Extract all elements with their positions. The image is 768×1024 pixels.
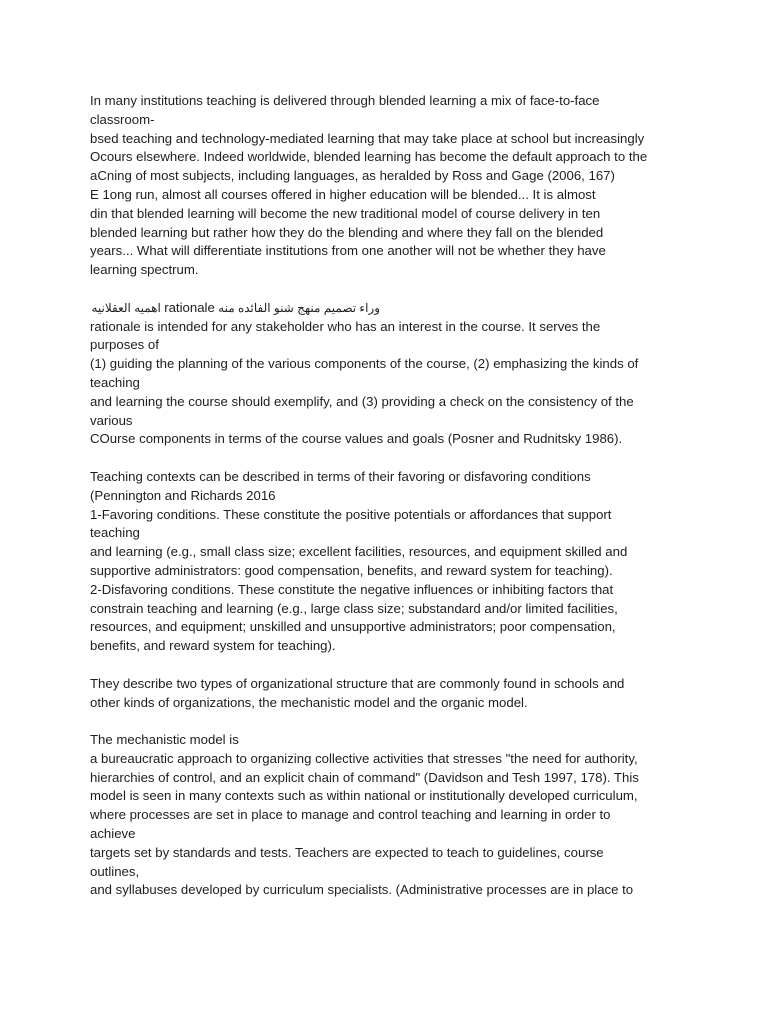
text-line: a bureaucratic approach to organizing collective activities that stresses "the need for authority, <box>90 750 638 766</box>
text-line: various <box>90 412 133 428</box>
text-line: other kinds of organizations, the mechanistic model and the organic model. <box>90 694 528 710</box>
text-line: Ocours elsewhere. Indeed worldwide, blended learning has become the default approach to the <box>90 149 648 165</box>
paragraph-spacer <box>90 449 690 468</box>
text-line: model is seen in many contexts such as within national or institutionally developed curriculum, <box>90 788 638 804</box>
paragraph-mechanistic-model <box>90 731 690 900</box>
text-line: (Pennington and Richards 2016 <box>90 487 276 503</box>
text-line: supportive administrators: good compensation, benefits, and reward system for teaching). <box>90 562 613 578</box>
text-line: hierarchies of control, and an explicit chain of command" (Davidson and Tesh 1997, 178). This <box>90 769 639 785</box>
text-line: years... What will differentiate institutions from one another will not be whether they have <box>90 243 606 259</box>
text-line: and learning (e.g., small class size; excellent facilities, resources, and equipment skilled and <box>90 544 628 560</box>
paragraph-blended-learning <box>90 92 690 280</box>
rationale-heading <box>90 299 380 318</box>
text-line: classroom- <box>90 111 155 127</box>
paragraph-spacer <box>90 280 690 299</box>
paragraph-spacer <box>90 656 690 675</box>
text-line: resources, and equipment; unskilled and unsupportive administrators; poor compensation, <box>90 619 616 635</box>
text-line: rationale is intended for any stakeholder who has an interest in the course. It serves the <box>90 318 601 334</box>
text-line: targets set by standards and tests. Teachers are expected to teach to guidelines, course <box>90 844 604 860</box>
text-line: benefits, and reward system for teaching). <box>90 638 336 654</box>
text-line: COurse components in terms of the course values and goals (Posner and Rudnitsky 1986). <box>90 431 623 447</box>
text-line: teaching <box>90 374 140 390</box>
text-line: achieve <box>90 826 136 842</box>
text-line: They describe two types of organizational structure that are commonly found in schools and <box>90 675 625 691</box>
document-page <box>90 92 690 900</box>
text-line: aCning of most subjects, including languages, as heralded by Ross and Gage (2006, 167) <box>90 168 615 184</box>
text-line: learning spectrum. <box>90 262 199 278</box>
text-line: 1-Favoring conditions. These constitute the positive potentials or affordances that support <box>90 506 612 522</box>
text-line: and learning the course should exemplify, and (3) providing a check on the consistency of the <box>90 393 634 409</box>
paragraph-teaching-contexts <box>90 468 690 656</box>
text-line: E 1ong run, almost all courses offered in higher education will be blended... It is almost <box>90 186 596 202</box>
text-line: purposes of <box>90 337 159 353</box>
text-line: In many institutions teaching is delivered through blended learning a mix of face-to-face <box>90 93 600 108</box>
text-line: The mechanistic model is <box>90 732 239 748</box>
text-line: 2-Disfavoring conditions. These constitute the negative influences or inhibiting factors that <box>90 581 614 597</box>
text-line: outlines, <box>90 863 140 879</box>
paragraph-rationale <box>90 299 690 449</box>
rationale-heading-arabic-before: وراء تصميم منهج شنو الفائده منه <box>218 300 380 315</box>
rationale-heading-latin: rationale <box>164 299 215 315</box>
rationale-heading-arabic-after: اهميه العقلانيه <box>91 300 161 315</box>
text-line: din that blended learning will become the new traditional model of course delivery in ten <box>90 205 601 221</box>
text-line: where processes are set in place to manage and control teaching and learning in order to <box>90 807 611 823</box>
paragraph-spacer <box>90 712 690 731</box>
paragraph-organizational-structure <box>90 675 690 713</box>
text-line: bsed teaching and technology-mediated learning that may take place at school but increasingly <box>90 130 645 146</box>
text-line: blended learning but rather how they do the blending and where they fall on the blended <box>90 224 604 240</box>
text-line: Teaching contexts can be described in terms of their favoring or disfavoring conditions <box>90 468 591 484</box>
text-line: and syllabuses developed by curriculum specialists. (Administrative processes are in place to <box>90 882 634 898</box>
text-line: teaching <box>90 525 140 541</box>
text-line: (1) guiding the planning of the various components of the course, (2) emphasizing the kinds of <box>90 356 639 372</box>
text-line: constrain teaching and learning (e.g., large class size; substandard and/or limited facilities, <box>90 600 618 616</box>
